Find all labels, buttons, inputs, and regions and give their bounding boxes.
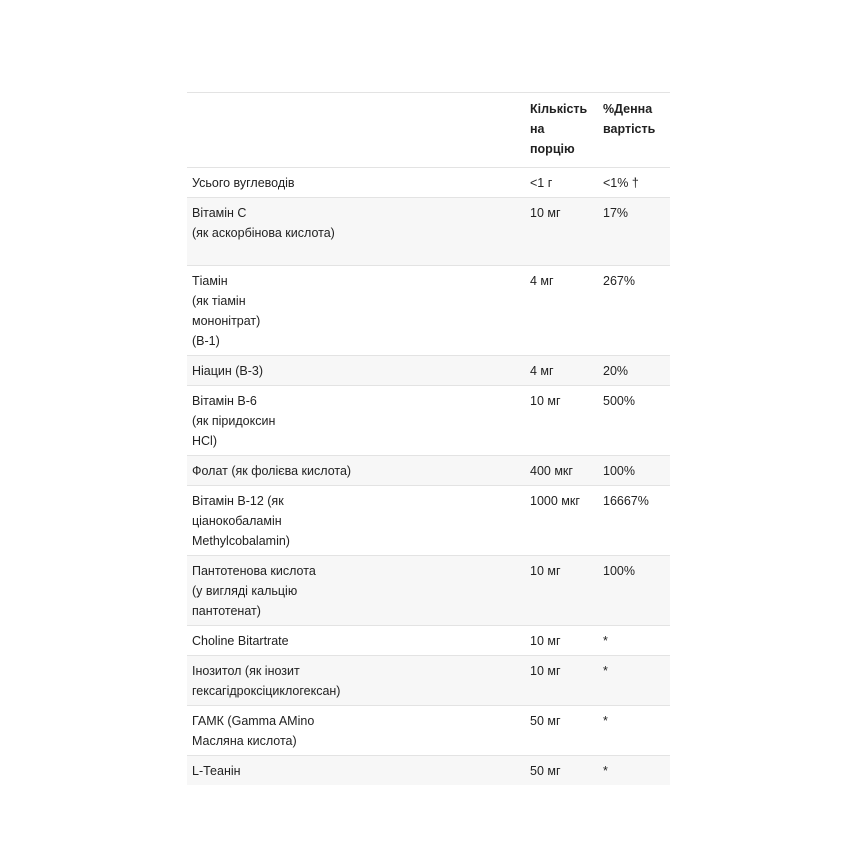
header-name — [187, 93, 525, 168]
row-amount: <1 г — [525, 168, 598, 198]
row-amount: 10 мг — [525, 556, 598, 626]
table-row — [187, 356, 670, 386]
row-daily-value: * — [598, 656, 670, 706]
row-name: Інозитол (як інозит гексагідроксіциклогексан) — [187, 656, 525, 706]
row-daily-value: * — [598, 706, 670, 756]
row-name: L-Теанін — [187, 756, 525, 786]
row-amount: 400 мкг — [525, 456, 598, 486]
row-name: Фолат (як фолієва кислота) — [187, 456, 525, 486]
row-name: Вітамін B-12 (як ціанокобаламін Methylcobalamin) — [187, 486, 525, 556]
row-amount: 50 мг — [525, 706, 598, 756]
row-daily-value: 17% — [598, 198, 670, 266]
row-name: Усього вуглеводів — [187, 168, 525, 198]
row-daily-value: 20% — [598, 356, 670, 386]
table-row — [187, 626, 670, 656]
row-name: Тіамін (як тіамін мононітрат) (B-1) — [187, 266, 525, 356]
table-row — [187, 656, 670, 706]
row-daily-value: 16667% — [598, 486, 670, 556]
row-amount: 1000 мкг — [525, 486, 598, 556]
row-name: Ніацин (B-3) — [187, 356, 525, 386]
row-amount: 10 мг — [525, 198, 598, 266]
row-amount: 10 мг — [525, 626, 598, 656]
table-row — [187, 456, 670, 486]
row-amount: 10 мг — [525, 656, 598, 706]
row-name: ГАМК (Gamma AMino Масляна кислота) — [187, 706, 525, 756]
table-row — [187, 706, 670, 756]
table-row — [187, 386, 670, 456]
row-amount: 10 мг — [525, 386, 598, 456]
row-daily-value: 100% — [598, 456, 670, 486]
row-daily-value: 500% — [598, 386, 670, 456]
table-row — [187, 266, 670, 356]
row-daily-value: * — [598, 756, 670, 786]
header-daily-value: %Денна вартість — [598, 93, 670, 168]
table-row — [187, 486, 670, 556]
header-amount: Кількість на порцію — [525, 93, 598, 168]
supplement-facts-table — [187, 92, 670, 785]
table-row — [187, 556, 670, 626]
row-daily-value: 100% — [598, 556, 670, 626]
row-amount: 4 мг — [525, 266, 598, 356]
row-name: Вітамін B-6 (як піридоксин HCl) — [187, 386, 525, 456]
row-daily-value: 267% — [598, 266, 670, 356]
table-header-row — [187, 93, 670, 168]
row-amount: 4 мг — [525, 356, 598, 386]
row-name: Пантотенова кислота (у вигляді кальцію пантотенат) — [187, 556, 525, 626]
row-name: Вітамін C (як аскорбінова кислота) — [187, 198, 525, 266]
row-daily-value: * — [598, 626, 670, 656]
table-row — [187, 168, 670, 198]
table-row — [187, 756, 670, 786]
row-name: Choline Bitartrate — [187, 626, 525, 656]
table-row — [187, 198, 670, 266]
row-daily-value: <1% † — [598, 168, 670, 198]
row-amount: 50 мг — [525, 756, 598, 786]
